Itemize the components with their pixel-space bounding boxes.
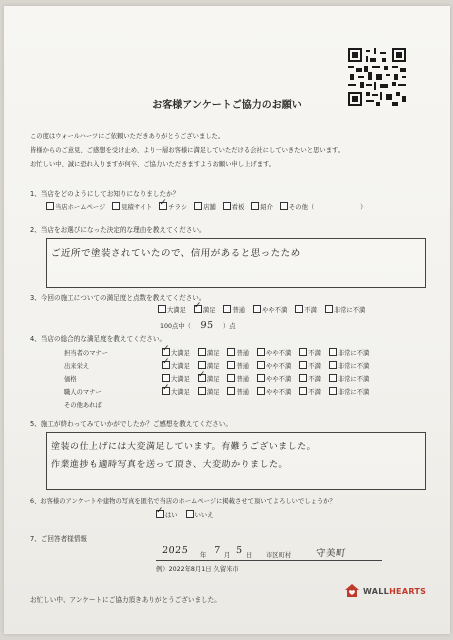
checkbox-checked[interactable]: [159, 202, 167, 210]
checkbox[interactable]: [299, 374, 307, 382]
checkbox[interactable]: [295, 305, 303, 313]
q1-options: [46, 202, 366, 211]
q3-option[interactable]: 非常に不満: [325, 305, 365, 314]
q4-option[interactable]: 非常に不満: [329, 387, 369, 396]
checkbox[interactable]: [227, 387, 235, 395]
q7-city[interactable]: 守美町: [315, 548, 347, 559]
checkbox[interactable]: [158, 305, 166, 313]
q4-option[interactable]: 不満: [299, 361, 321, 370]
checkbox-checked[interactable]: [156, 510, 164, 518]
checkbox[interactable]: [223, 202, 231, 210]
q4-option[interactable]: 普通: [227, 348, 249, 357]
checkbox[interactable]: [325, 305, 333, 313]
q4-option[interactable]: ✓ 大満足: [162, 387, 190, 396]
q4-option[interactable]: 不満: [299, 374, 321, 383]
q4-option[interactable]: 非常に不満: [329, 361, 369, 370]
question-5: 5、施工が終わってみていかがでしたか？ご感想を教えてください。: [30, 420, 232, 428]
question-7: 7、ご回答者様情報: [30, 535, 87, 543]
q4-option[interactable]: 普通: [227, 387, 249, 396]
q4-row: 出来栄え ✓ 大満足 満足 普通 やや不満 不満 非常に不満: [64, 359, 424, 372]
q4-option[interactable]: 普通: [227, 361, 249, 370]
q7-year[interactable]: 2025: [161, 545, 189, 556]
page-title: お客様アンケートご協力のお願い: [152, 100, 302, 111]
q4-option[interactable]: やや不満: [257, 348, 291, 357]
q4-option[interactable]: 満足: [198, 387, 220, 396]
question-1: 1、当店をどのようにしてお知りになりましたか？: [30, 190, 180, 198]
q3-score-value[interactable]: 95: [199, 320, 214, 331]
q3-score-row: 100点中（ 95 ）点: [160, 320, 236, 331]
q4-option[interactable]: 満足: [198, 348, 220, 357]
intro-line: 皆様からのご意見、ご感想を受け止め、より一層お客様に満足していただける会社にしていきたいと思います。: [30, 147, 345, 154]
q4-row-other: その他あれば: [64, 402, 102, 409]
q3-options: [158, 305, 365, 314]
heart-house-icon: [344, 583, 360, 599]
q1-option-quote-site[interactable]: 見積サイト: [112, 202, 152, 211]
q7-day[interactable]: 5: [235, 545, 243, 556]
question-2: 2、当店をお選びになった決定的な理由を教えてください。: [30, 226, 206, 234]
checkbox-checked[interactable]: [162, 348, 170, 356]
question-6: 6、お客様のアンケートや建物の写真を匿名で当店のホームページに掲載させて頂いてよろしいでしょうか？: [30, 498, 336, 505]
q1-option-signboard[interactable]: 看板: [223, 202, 245, 211]
checkbox[interactable]: [329, 387, 337, 395]
checkbox[interactable]: [329, 374, 337, 382]
checkbox[interactable]: [186, 510, 194, 518]
q4-option[interactable]: 非常に不満: [329, 374, 369, 383]
closing-text: お忙しい中、アンケートにご協力頂きありがとうございました。: [30, 596, 221, 604]
checkbox[interactable]: [253, 305, 261, 313]
q2-answer-text: ご近所で塗装されていたので、信用があると思ったため: [50, 248, 302, 259]
q6-options: [156, 510, 213, 519]
checkbox[interactable]: [299, 348, 307, 356]
checkbox[interactable]: [251, 202, 259, 210]
q4-option[interactable]: ✓ 大満足: [162, 348, 190, 357]
q3-option[interactable]: 大満足: [158, 305, 186, 314]
q1-option-flyer[interactable]: ✓ チラシ: [159, 202, 187, 211]
checkbox-checked[interactable]: [162, 361, 170, 369]
q3-option[interactable]: ✓ 満足: [194, 305, 216, 314]
q6-option-yes[interactable]: ✓はい: [156, 510, 178, 519]
q4-option[interactable]: ✓ 満足: [198, 374, 220, 383]
q4-option[interactable]: 大満足: [162, 374, 190, 383]
checkbox-checked[interactable]: [198, 374, 206, 382]
checkbox[interactable]: [257, 361, 265, 369]
q4-option[interactable]: 不満: [299, 348, 321, 357]
q5-answer-line-2: 作業進捗も適時写真を送って頂き、大変助かりました。: [50, 460, 289, 470]
q5-answer-line-1: 塗装の仕上げには大変満足しています。有難うございました。: [50, 442, 317, 452]
q3-option[interactable]: 普通: [223, 305, 245, 314]
q4-option[interactable]: 非常に不満: [329, 348, 369, 357]
q7-example: 例）2022年8月1日 久留米市: [156, 566, 239, 573]
checkbox[interactable]: [329, 348, 337, 356]
checkbox[interactable]: [112, 202, 120, 210]
q1-option-store[interactable]: 店舗: [194, 202, 216, 211]
q4-row: 職人のマナー ✓ 大満足 満足 普通 やや不満 不満 非常に不満: [64, 385, 424, 398]
q5-answer-box[interactable]: [46, 432, 426, 490]
survey-sheet: [4, 6, 450, 634]
q4-option[interactable]: 普通: [227, 374, 249, 383]
checkbox[interactable]: [299, 361, 307, 369]
checkbox[interactable]: [227, 361, 235, 369]
checkbox[interactable]: [46, 202, 54, 210]
q1-option-other[interactable]: その他（ ）: [280, 202, 366, 211]
q6-option-no[interactable]: いいえ: [186, 510, 214, 519]
q4-table: [64, 346, 424, 411]
q4-row: 価格 大満足 ✓ 満足 普通 やや不満 不満 非常に不満: [64, 372, 424, 385]
q3-option[interactable]: 不満: [295, 305, 317, 314]
q2-answer-box[interactable]: [46, 238, 426, 288]
intro-line: お忙しい中、誠に恐れ入りますが何卒、ご協力いただきますようお願い申し上げます。: [30, 161, 276, 168]
intro-line: この度はウォールハーツにご依頼いただきありがとうございました。: [30, 133, 225, 140]
checkbox[interactable]: [329, 361, 337, 369]
checkbox[interactable]: [162, 374, 170, 382]
q1-option-referral[interactable]: 紹介: [251, 202, 273, 211]
checkbox[interactable]: [223, 305, 231, 313]
q7-answer-line: 2025 年 7 月 5 日 市区町村 守美町: [156, 544, 382, 561]
checkbox[interactable]: [299, 387, 307, 395]
checkbox-checked[interactable]: [162, 387, 170, 395]
checkbox[interactable]: [198, 361, 206, 369]
checkbox[interactable]: [194, 202, 202, 210]
wallhearts-logo: WALLHEARTS: [344, 583, 426, 599]
checkbox[interactable]: [257, 348, 265, 356]
checkbox[interactable]: [257, 374, 265, 382]
q3-option[interactable]: やや不満: [253, 305, 287, 314]
intro-text: [30, 130, 430, 172]
q4-option[interactable]: 満足: [198, 361, 220, 370]
checkbox-checked[interactable]: [194, 305, 202, 313]
q4-option[interactable]: やや不満: [257, 387, 291, 396]
q4-option[interactable]: 不満: [299, 387, 321, 396]
q7-month[interactable]: 7: [213, 545, 221, 556]
checkbox[interactable]: [198, 348, 206, 356]
q4-option[interactable]: やや不満: [257, 361, 291, 370]
q4-option[interactable]: ✓ 大満足: [162, 361, 190, 370]
checkbox[interactable]: [227, 374, 235, 382]
checkbox[interactable]: [227, 348, 235, 356]
q4-option[interactable]: やや不満: [257, 374, 291, 383]
checkbox[interactable]: [280, 202, 288, 210]
question-3: 3、今回の施工についての満足度と点数を教えてください。: [30, 294, 206, 302]
checkbox[interactable]: [198, 387, 206, 395]
q4-row: 担当者のマナー ✓ 大満足 満足 普通 やや不満 不満 非常に不満: [64, 346, 424, 359]
checkbox[interactable]: [257, 387, 265, 395]
q1-option-homepage[interactable]: 当店ホームページ: [46, 202, 105, 211]
question-4: 4、当店の総合的な満足度を教えてください。: [30, 335, 167, 343]
